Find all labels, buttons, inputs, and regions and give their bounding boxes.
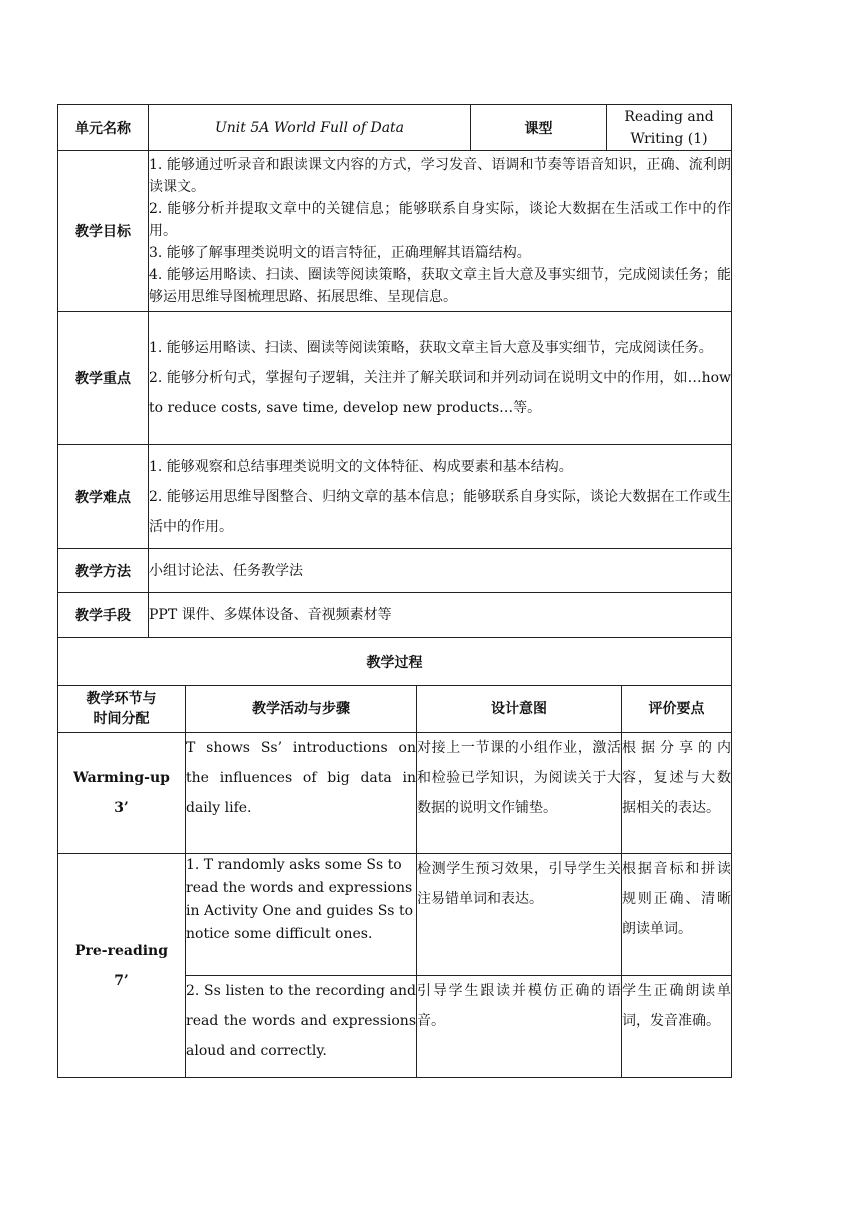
means-row bbox=[58, 593, 732, 638]
warmup-stage bbox=[58, 733, 186, 854]
objectives-row bbox=[58, 151, 732, 312]
col-intent-header: 设计意图 bbox=[417, 686, 622, 733]
methods-label: 教学方法 bbox=[58, 549, 149, 593]
prereading-stage-time: 7’ bbox=[114, 972, 129, 989]
col-stage-line2: 时间分配 bbox=[93, 711, 150, 727]
prereading-step1-evaluation: 根据音标和拼读规则正确、清晰朗读单词。 bbox=[622, 854, 732, 976]
prereading-step2-intent: 引导学生跟读并模仿正确的语音。 bbox=[417, 976, 622, 1078]
lesson-type-label: 课型 bbox=[471, 105, 607, 151]
warmup-stage-name: Warming-up bbox=[73, 770, 170, 786]
difficulty-item-2: 2. 能够运用思维导图整合、归纳文章的基本信息；能够联系自身实际，谈论大数据在工作或生活中的作用。 bbox=[149, 488, 731, 535]
lesson-type-line1: Reading and bbox=[624, 108, 714, 125]
prereading-step1-intent: 检测学生预习效果，引导学生关注易错单词和表达。 bbox=[417, 854, 622, 976]
prereading-step2-evaluation: 学生正确朗读单词，发音准确。 bbox=[622, 976, 732, 1078]
key-point-item-1: 1. 能够运用略读、扫读、圈读等阅读策略，获取文章主旨大意及事实细节，完成阅读任务。 bbox=[149, 340, 713, 356]
col-evaluation-header: 评价要点 bbox=[622, 686, 732, 733]
prereading-step1-activity: 1. T randomly asks some Ss to read the words and expressions in Activity One and guides Ss to notice some difficult ones. bbox=[186, 854, 417, 976]
methods-row bbox=[58, 549, 732, 593]
warmup-evaluation: 根据分享的内容，复述与大数据相关的表达。 bbox=[622, 733, 732, 854]
objective-item-4: 4. 能够运用略读、扫读、圈读等阅读策略，获取文章主旨大意及事实细节，完成阅读任务；能够运用思维导图梳理思路、拓展思维、呈现信息。 bbox=[149, 267, 731, 305]
prereading-step2-activity: 2. Ss listen to the recording and read the words and expressions aloud and correctly. bbox=[186, 976, 417, 1078]
means-label: 教学手段 bbox=[58, 593, 149, 638]
process-title-row bbox=[58, 638, 732, 686]
warmup-activity: T shows Ss’ introductions on the influences of big data in daily life. bbox=[186, 733, 417, 854]
unit-row bbox=[58, 105, 732, 151]
key-point-item-2: 2. 能够分析句式，掌握句子逻辑，关注并了解关联词和并列动词在说明文中的作用，如…how to reduce costs, save time, develop new products…等。 bbox=[149, 370, 731, 416]
objective-item-3: 3. 能够了解事理类说明文的语言特征，正确理解其语篇结构。 bbox=[149, 245, 531, 261]
process-header-row bbox=[58, 686, 732, 733]
key-points-row bbox=[58, 312, 732, 445]
warmup-intent: 对接上一节课的小组作业，激活和检验已学知识，为阅读关于大数据的说明文作铺垫。 bbox=[417, 733, 622, 854]
unit-value: Unit 5A World Full of Data bbox=[149, 105, 471, 151]
means-value: PPT 课件、多媒体设备、音视频素材等 bbox=[149, 593, 732, 638]
difficulties-content bbox=[149, 445, 732, 549]
col-stage-line1: 教学环节与 bbox=[86, 691, 157, 707]
methods-value: 小组讨论法、任务教学法 bbox=[149, 549, 732, 593]
lesson-type-line2: Writing (1) bbox=[630, 130, 708, 147]
lesson-type-value bbox=[607, 105, 732, 151]
objective-item-1: 1. 能够通过听录音和跟读课文内容的方式，学习发音、语调和节奏等语音知识，正确、流利朗读课文。 bbox=[149, 157, 731, 195]
teaching-process-table bbox=[57, 685, 732, 1078]
key-points-content bbox=[149, 312, 732, 445]
unit-label: 单元名称 bbox=[58, 105, 149, 151]
objectives-content bbox=[149, 151, 732, 312]
process-title: 教学过程 bbox=[58, 638, 732, 686]
warmup-stage-time: 3’ bbox=[114, 800, 129, 816]
objectives-label: 教学目标 bbox=[58, 151, 149, 312]
difficulties-row bbox=[58, 445, 732, 549]
difficulties-label: 教学难点 bbox=[58, 445, 149, 549]
prereading-stage-name: Pre-reading bbox=[74, 942, 169, 959]
key-points-label: 教学重点 bbox=[58, 312, 149, 445]
prereading-step1-row bbox=[58, 854, 732, 976]
difficulty-item-1: 1. 能够观察和总结事理类说明文的文体特征、构成要素和基本结构。 bbox=[149, 458, 573, 475]
lesson-info-table bbox=[57, 104, 732, 686]
prereading-stage bbox=[58, 854, 186, 1078]
objective-item-2: 2. 能够分析并提取文章中的关键信息；能够联系自身实际，谈论大数据在生活或工作中的作用。 bbox=[149, 201, 731, 239]
col-activity-header: 教学活动与步骤 bbox=[186, 686, 417, 733]
col-stage-header bbox=[58, 686, 186, 733]
warmup-row bbox=[58, 733, 732, 854]
